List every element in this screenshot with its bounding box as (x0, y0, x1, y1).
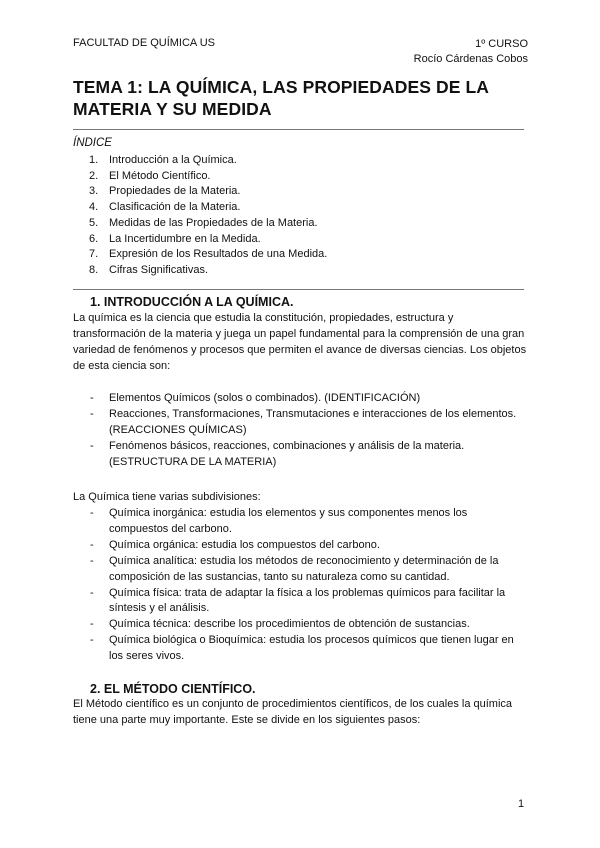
bullet-dash: - (90, 538, 94, 551)
subdivision-item-text: Química física: trata de adaptar la física a los problemas químicos para facilitar la síntesis y el análisis. (109, 586, 506, 615)
toc-item-number: 5. (89, 216, 99, 229)
toc-item (89, 247, 327, 263)
subdivision-item (90, 538, 528, 554)
bullet-dash: - (90, 392, 94, 404)
toc-item-number: 2. (89, 169, 99, 182)
subdivision-item-text: Química biológica o Bioquímica: estudia los procesos químicos que tienen lugar en los seres vivos. (109, 634, 514, 663)
subdivision-item (90, 586, 528, 618)
page-number: 1 (518, 798, 525, 810)
toc-item-label: Medidas de las Propiedades de la Materia. (109, 216, 318, 229)
toc-item-label: Cifras Significativas. (109, 263, 209, 276)
toc-item-label: Expresión de los Resultados de una Medida. (109, 248, 328, 261)
header-course: 1º CURSO (475, 38, 528, 50)
toc-item-label: Introducción a la Química. (109, 154, 237, 166)
subdivision-item-text: Química inorgánica: estudia los elementos y sus componentes menos los compuestos del carbono. (109, 507, 468, 535)
divider-top (73, 129, 524, 130)
bullet-dash: - (90, 439, 94, 452)
subdivision-item (90, 506, 528, 538)
object-item-text: Elementos Químicos (solos o combinados). (IDENTIFICACIÓN) (109, 392, 421, 404)
subdivision-item (90, 633, 528, 665)
subdivision-item-text: Química analítica: estudia los métodos de reconocimiento y determinación de la composición de las sustancias, tanto su naturaleza como su cantidad. (109, 554, 499, 583)
bullet-dash: - (90, 618, 94, 631)
object-item (90, 407, 520, 439)
toc-item-number: 4. (89, 201, 99, 214)
toc-item (89, 169, 327, 185)
index-label: ÍNDICE (73, 137, 112, 149)
toc-item-number: 8. (89, 263, 99, 276)
toc-item-label: La Incertidumbre en la Medida. (109, 232, 261, 245)
toc-item-number: 7. (89, 248, 99, 261)
toc-item-label: Clasificación de la Materia. (109, 201, 241, 214)
object-item-text: Fenómenos básicos, reacciones, combinaciones y análisis de la materia. (ESTRUCTURA DE LA MATERIA) (109, 439, 465, 468)
intro-paragraph: La química es la ciencia que estudia la constitución, propiedades, estructura y transformación de la materia y juega un papel fundamental para la comprensión de una gran variedad de fenómenos y procesos que permiten el avance de diversas ciencias. Los objetos de esta ciencia son: (73, 312, 527, 372)
toc-item (89, 232, 327, 248)
toc-item-number: 3. (89, 185, 99, 198)
header-course-author (414, 37, 528, 67)
section-heading-metodo: 2. EL MÉTODO CIENTÍFICO. (90, 682, 256, 696)
subdivision-item (90, 554, 528, 586)
toc-item (89, 263, 327, 279)
section-heading-introduccion: 1. INTRODUCCIÓN A LA QUÍMICA. (90, 295, 294, 309)
toc-item (89, 216, 327, 232)
subdivision-item-text: Química orgánica: estudia los compuestos del carbono. (109, 538, 380, 551)
subdivision-item (90, 617, 528, 633)
bullet-dash: - (90, 586, 94, 599)
bullet-dash: - (90, 507, 94, 519)
toc-item-label: Propiedades de la Materia. (109, 185, 241, 198)
bullet-dash: - (90, 554, 94, 567)
objects-list (90, 391, 520, 471)
subdivisions-list (90, 506, 528, 665)
metodo-paragraph: El Método científico es un conjunto de procedimientos científicos, de los cuales la química tiene una parte muy importante. Este se divide en los siguientes pasos: (73, 698, 513, 726)
toc-item (89, 200, 327, 216)
object-item (90, 391, 520, 407)
bullet-dash: - (90, 407, 94, 420)
header-author: Rocío Cárdenas Cobos (413, 53, 528, 65)
toc-item (89, 153, 327, 169)
toc-item-number: 6. (89, 232, 99, 245)
bullet-dash: - (90, 634, 94, 647)
toc-item (89, 184, 327, 200)
toc-item-label: El Método Científico. (109, 169, 211, 182)
divider-index (73, 289, 524, 290)
toc-item-number: 1. (89, 154, 99, 166)
object-item (90, 439, 520, 471)
document-title: TEMA 1: LA QUÍMICA, LAS PROPIEDADES DE LA MATERIA Y SU MEDIDA (73, 77, 489, 119)
header-faculty: FACULTAD DE QUÍMICA US (73, 37, 216, 49)
object-item-text: Reacciones, Transformaciones, Transmutaciones e interacciones de los elementos. (REACCIONES QUÍMICAS) (109, 407, 517, 436)
subdivisions-intro: La Química tiene varias subdivisiones: (73, 491, 261, 503)
table-of-contents (89, 153, 327, 279)
subdivision-item-text: Química técnica: describe los procedimientos de obtención de sustancias. (109, 618, 470, 631)
